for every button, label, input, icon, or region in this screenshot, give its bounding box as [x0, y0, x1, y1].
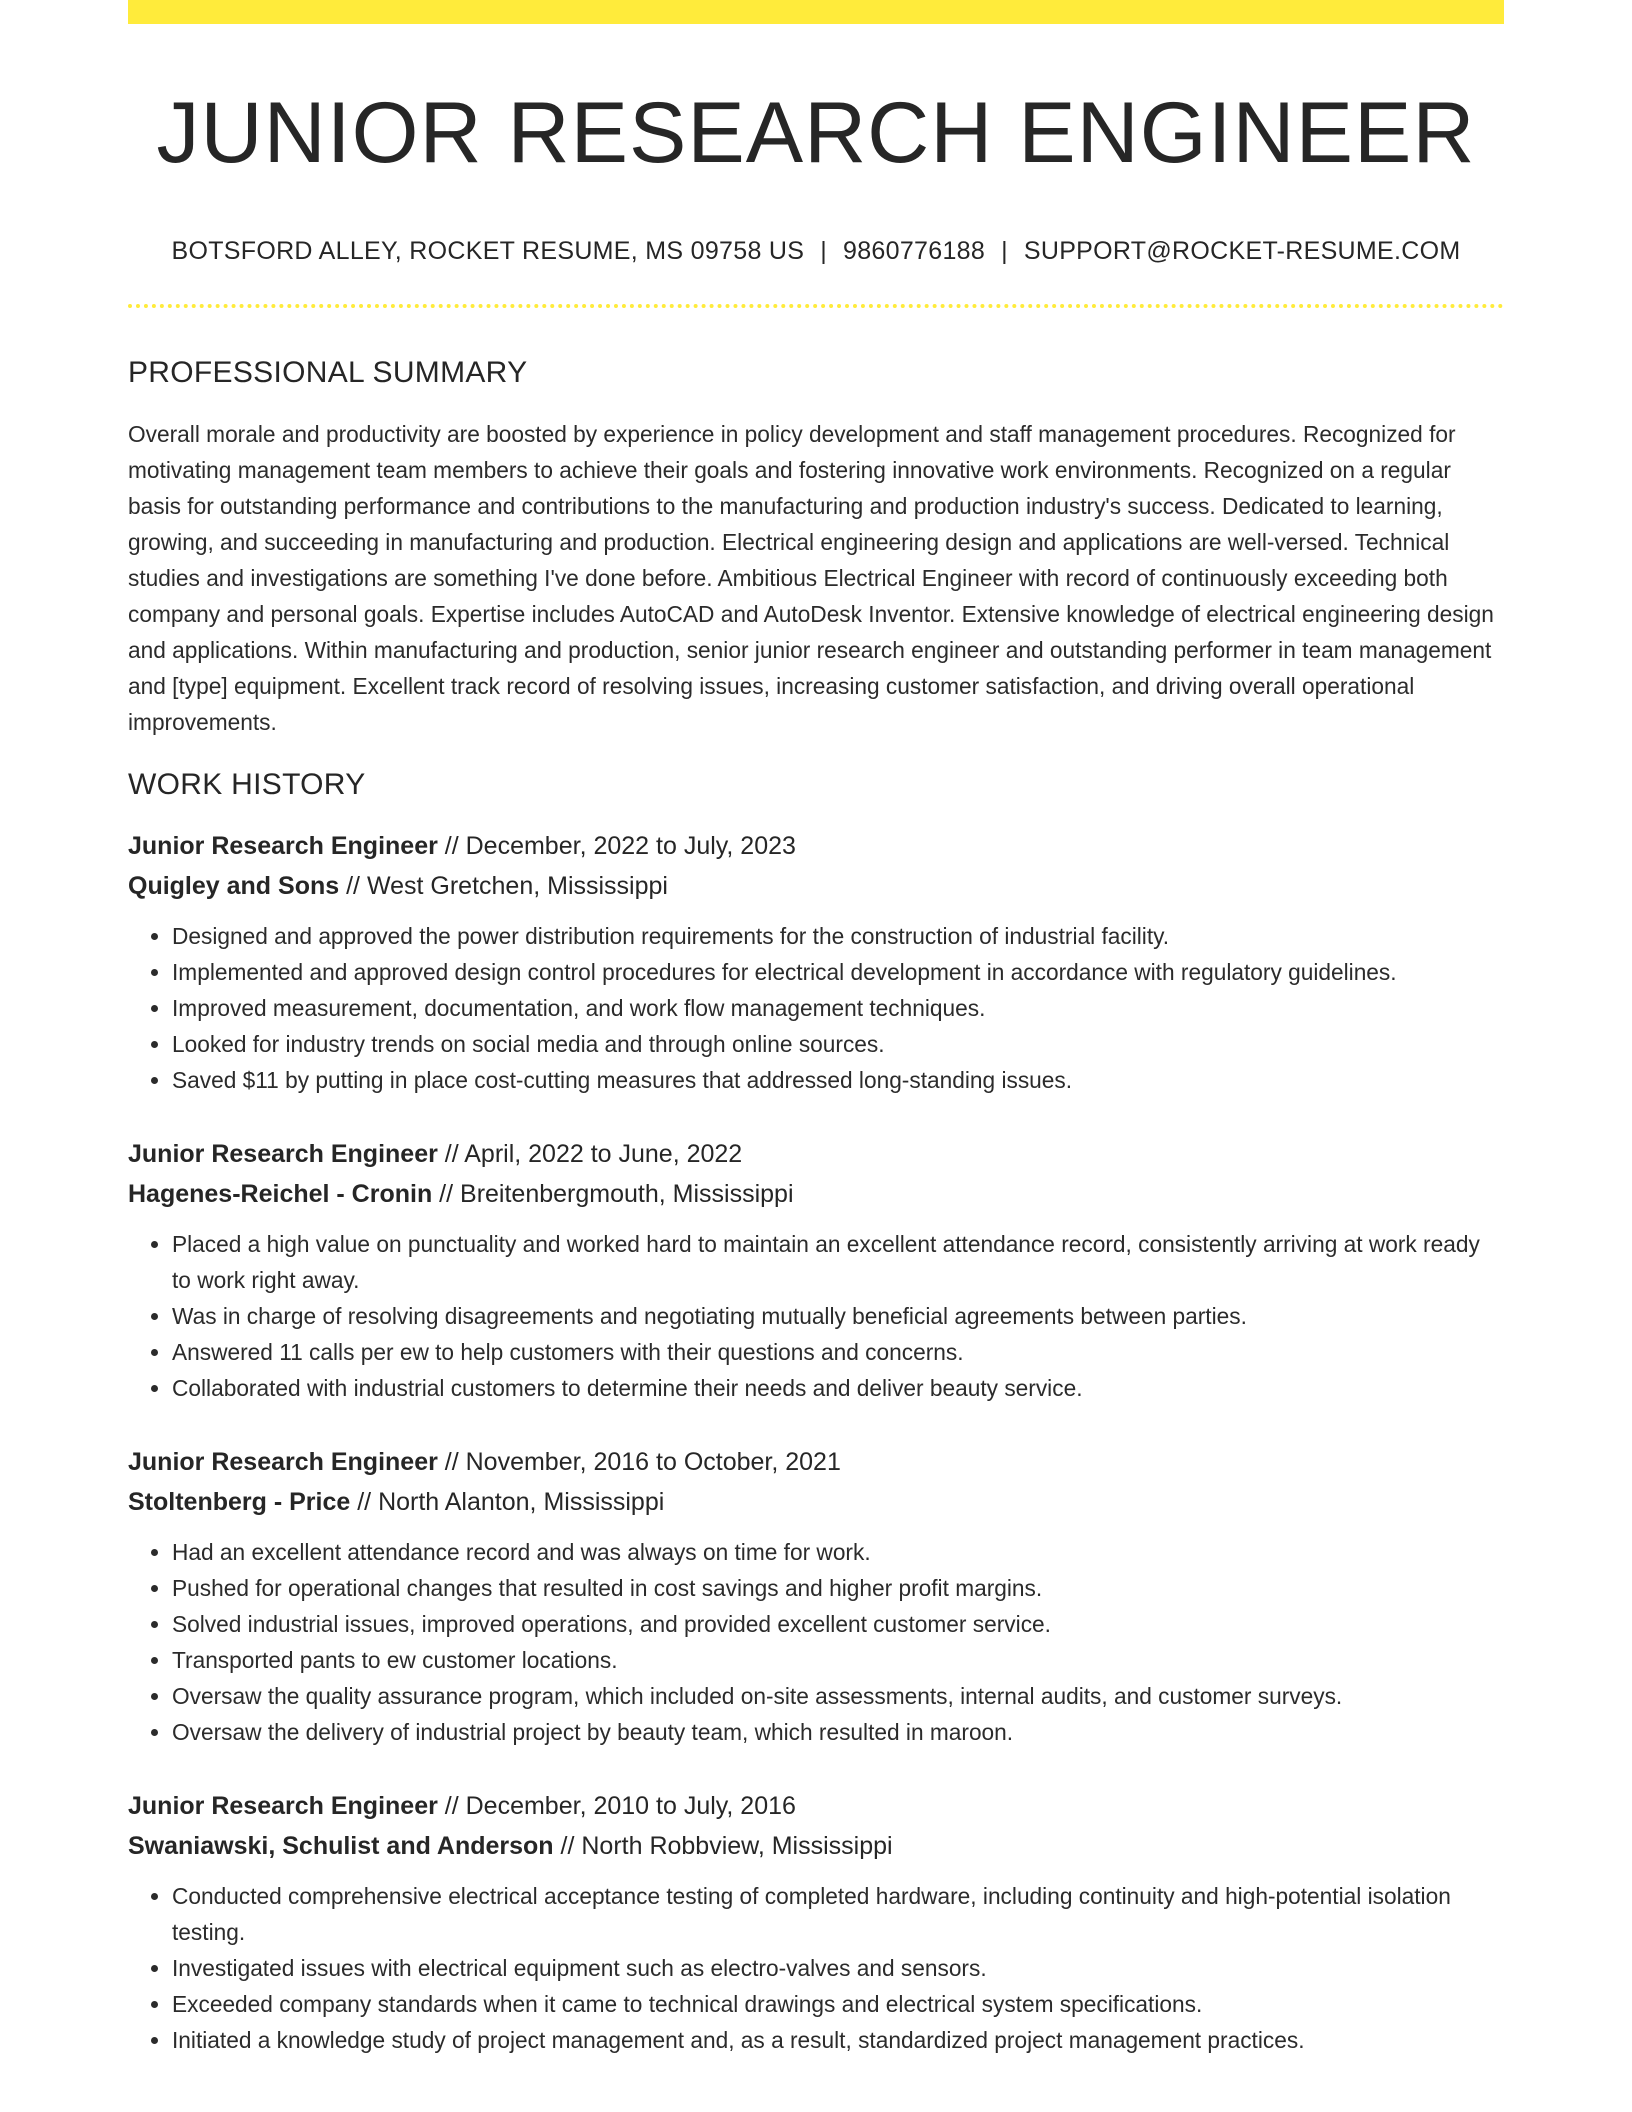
job-company-line [128, 1826, 1504, 1866]
job-bullet: • Conducted comprehensive electrical acceptance testing of completed hardware, including continuity and high-potential isolation testing. [172, 1878, 1504, 1950]
job-bullet: • Had an excellent attendance record and was always on time for work. [172, 1534, 1504, 1570]
summary-text: Overall morale and productivity are boosted by experience in policy development and staff management procedures. Recognized for motivating management team members to achieve their goals and fostering innovative work environments. Recognized on a regular basis for outstanding performance and contributions to the manufacturing and production industry's success. Dedicated to learning, growing, and succeeding in manufacturing and production. Electrical engineering design and applications are well-versed. Technical studies and investigations are something I've done before. Ambitious Electrical Engineer with record of continuously exceeding both company and personal goals. Expertise includes AutoCAD and AutoDesk Inventor. Extensive knowledge of electrical engineering design and applications. Within manufacturing and production, senior junior research engineer and outstanding performer in team management and [type] equipment. Excellent track record of resolving issues, increasing customer satisfaction, and driving overall operational improvements. [128, 421, 1494, 736]
contact-phone: 9860776188 [843, 237, 986, 266]
candidate-name: JUNIOR RESEARCH ENGINEER [156, 85, 1476, 181]
job-entry [128, 1442, 1504, 1750]
job-bullets [128, 918, 1504, 1098]
job-company-line [128, 1174, 1504, 1214]
contact-email: SUPPORT@ROCKET-RESUME.COM [1023, 237, 1461, 266]
job-entry [128, 1786, 1504, 2058]
job-bullet: • Improved measurement, documentation, and work flow management techniques. [172, 990, 1504, 1026]
job-company-line [128, 1482, 1504, 1522]
job-entry [128, 826, 1504, 1098]
job-separator: // [437, 1140, 465, 1169]
job-role: Junior Research Engineer [128, 832, 438, 861]
job-separator: // [432, 1180, 461, 1209]
dotted-divider [128, 304, 1504, 308]
job-entry [128, 1134, 1504, 1406]
job-bullet: • Oversaw the quality assurance program, which included on-site assessments, internal audits, and customer surveys. [172, 1678, 1504, 1714]
job-company: Stoltenberg - Price [128, 1488, 351, 1517]
job-role: Junior Research Engineer [128, 1448, 438, 1477]
job-company-line [128, 866, 1504, 906]
job-bullets [128, 1534, 1504, 1750]
job-separator: // [553, 1832, 582, 1861]
job-role: Junior Research Engineer [128, 1792, 438, 1821]
job-separator: // [437, 1792, 466, 1821]
job-bullet: • Implemented and approved design control procedures for electrical development in accordance with regulatory guidelines. [172, 954, 1504, 990]
job-location: North Robbview, Mississippi [581, 1832, 893, 1861]
contact-separator: | [820, 237, 828, 266]
accent-bar [128, 0, 1504, 24]
job-bullet: • Exceeded company standards when it came to technical drawings and electrical system specifications. [172, 1986, 1504, 2022]
job-location: West Gretchen, Mississippi [366, 872, 668, 901]
job-bullet: • Looked for industry trends on social media and through online sources. [172, 1026, 1504, 1062]
job-bullet: • Answered 11 calls per ew to help customers with their questions and concerns. [172, 1334, 1504, 1370]
resume-page [128, 0, 1504, 2058]
job-title-line [128, 1442, 1504, 1482]
contact-address: BOTSFORD ALLEY, ROCKET RESUME, MS 09758 US [171, 237, 805, 266]
job-title-line [128, 1786, 1504, 1826]
job-separator: // [437, 832, 466, 861]
job-bullet: • Pushed for operational changes that resulted in cost savings and higher profit margins. [172, 1570, 1504, 1606]
job-dates: April, 2022 to June, 2022 [464, 1140, 743, 1169]
job-role: Junior Research Engineer [128, 1140, 438, 1169]
job-bullet: • Oversaw the delivery of industrial project by beauty team, which resulted in maroon. [172, 1714, 1504, 1750]
job-dates: November, 2016 to October, 2021 [465, 1448, 841, 1477]
job-bullet: • Was in charge of resolving disagreements and negotiating mutually beneficial agreements between parties. [172, 1298, 1504, 1334]
summary-heading: PROFESSIONAL SUMMARY [128, 356, 528, 390]
job-company: Quigley and Sons [128, 872, 340, 901]
job-bullet: • Collaborated with industrial customers to determine their needs and deliver beauty service. [172, 1370, 1504, 1406]
job-dates: December, 2022 to July, 2023 [465, 832, 796, 861]
job-separator: // [339, 872, 367, 901]
job-bullet: • Investigated issues with electrical equipment such as electro-valves and sensors. [172, 1950, 1504, 1986]
contact-separator: | [1001, 237, 1008, 266]
job-bullet: • Placed a high value on punctuality and worked hard to maintain an excellent attendance record, consistently arriving at work ready to work right away. [172, 1226, 1504, 1298]
work-history-heading: WORK HISTORY [128, 768, 366, 802]
contact-line [128, 237, 1504, 266]
job-title-line [128, 826, 1504, 866]
job-location: North Alanton, Mississippi [378, 1488, 665, 1517]
job-bullet: • Initiated a knowledge study of project management and, as a result, standardized project management practices. [172, 2022, 1504, 2058]
job-dates: December, 2010 to July, 2016 [465, 1792, 796, 1821]
job-bullets [128, 1878, 1504, 2058]
job-bullet: • Transported pants to ew customer locations. [172, 1642, 1504, 1678]
job-bullet: • Saved $11 by putting in place cost-cutting measures that addressed long-standing issues. [172, 1062, 1504, 1098]
job-company: Swaniawski, Schulist and Anderson [128, 1832, 554, 1861]
job-separator: // [350, 1488, 379, 1517]
job-company: Hagenes-Reichel - Cronin [128, 1180, 433, 1209]
job-location: Breitenbergmouth, Mississippi [460, 1180, 794, 1209]
job-bullets [128, 1226, 1504, 1406]
job-separator: // [437, 1448, 466, 1477]
job-title-line [128, 1134, 1504, 1174]
job-bullet: • Designed and approved the power distribution requirements for the construction of industrial facility. [172, 918, 1504, 954]
job-bullet: • Solved industrial issues, improved operations, and provided excellent customer service. [172, 1606, 1504, 1642]
